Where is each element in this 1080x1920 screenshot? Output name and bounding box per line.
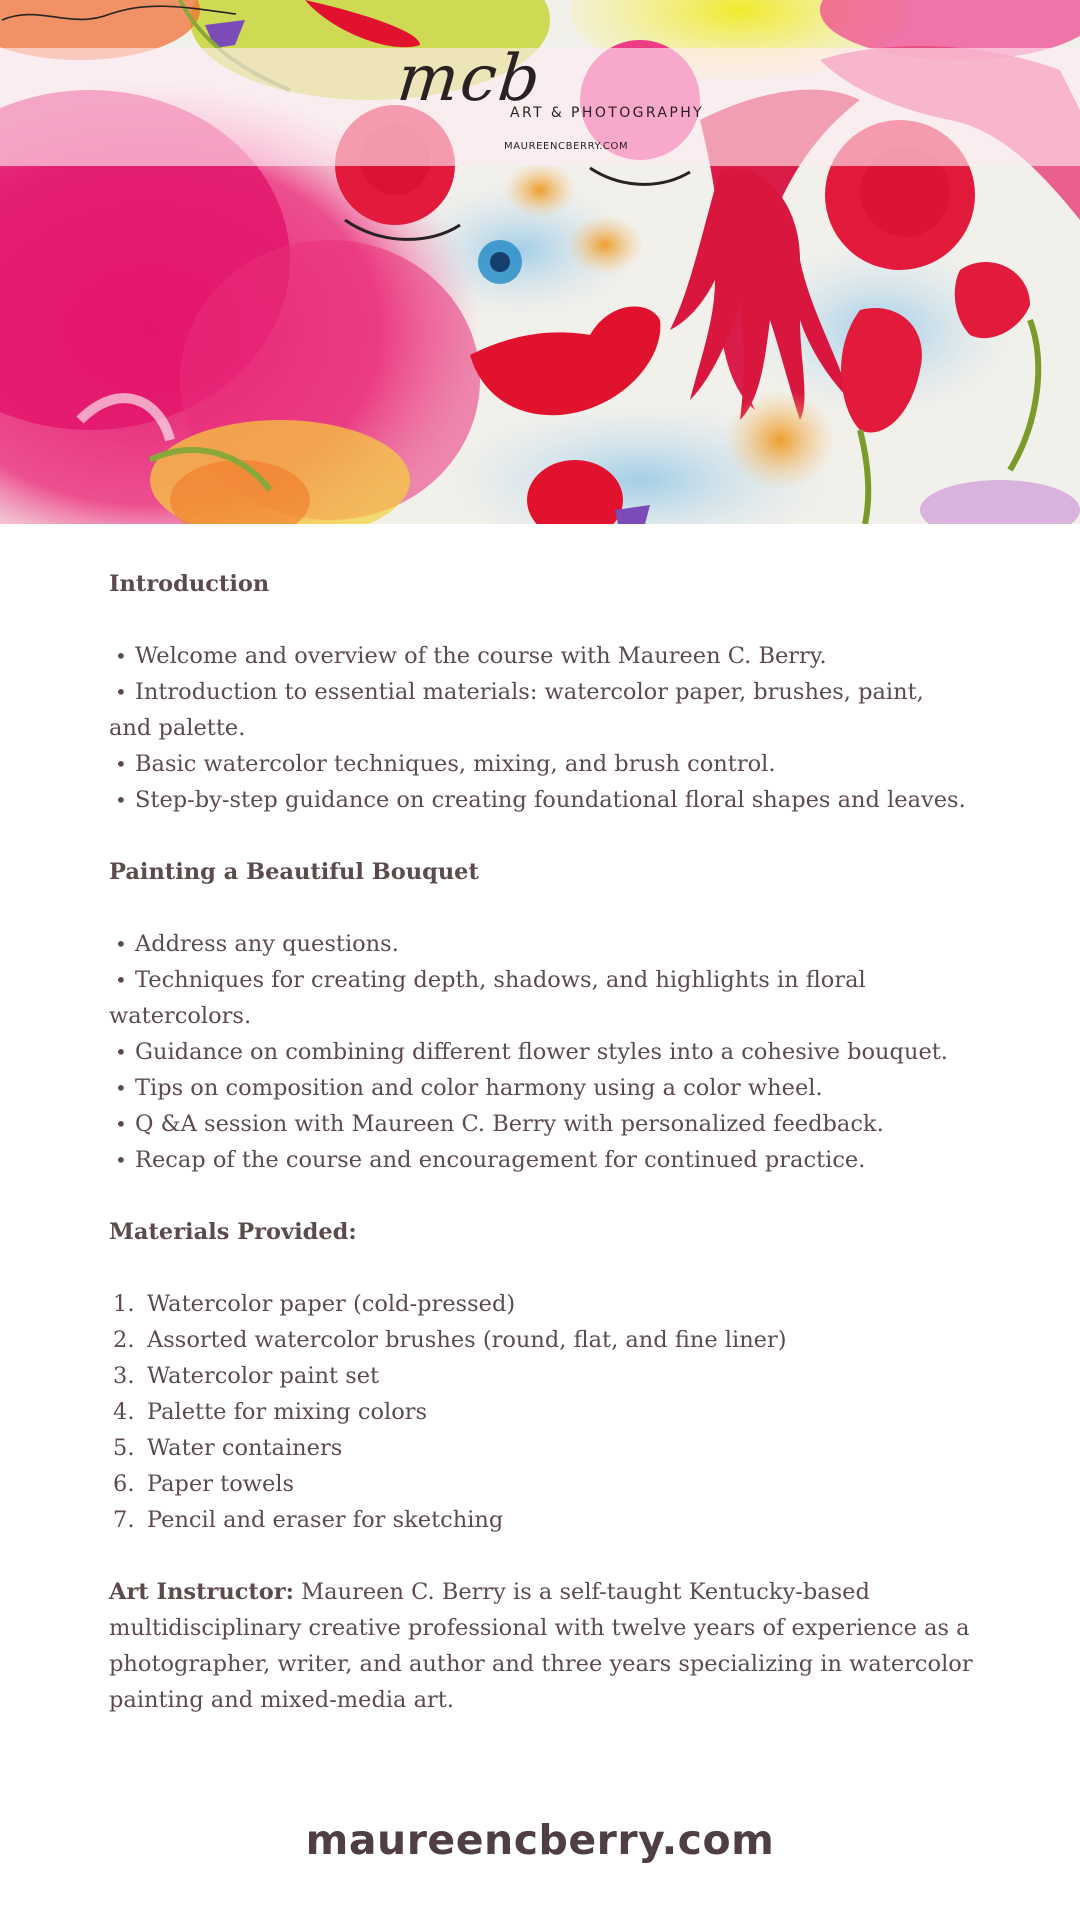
list-item: 5. Water containers <box>113 1435 343 1461</box>
list-item: • Q &A session with Maureen C. Berry with personalized feedback. <box>109 1106 989 1142</box>
logo-mark: mcb <box>394 42 546 116</box>
introduction-heading: Introduction <box>109 571 270 597</box>
introduction-list <box>109 638 989 818</box>
list-item: 7. Pencil and eraser for sketching <box>113 1507 504 1533</box>
footer-website-link[interactable]: maureencberry.com <box>305 1816 775 1864</box>
logo-url: MAUREENCBERRY.COM <box>504 141 629 152</box>
logo-swash-flourish <box>0 0 240 30</box>
header-artwork <box>0 0 1080 524</box>
instructor-label: Art Instructor: <box>109 1579 294 1605</box>
list-item: • Tips on composition and color harmony using a color wheel. <box>109 1070 989 1106</box>
bouquet-heading: Painting a Beautiful Bouquet <box>109 859 479 885</box>
list-item: • Techniques for creating depth, shadows, and highlights in floral watercolors. <box>109 962 889 1034</box>
materials-list <box>109 1286 989 1538</box>
bouquet-list <box>109 926 989 1178</box>
list-item: • Step-by-step guidance on creating foundational floral shapes and leaves. <box>109 782 989 818</box>
list-item: 6. Paper towels <box>113 1471 295 1497</box>
list-item: • Welcome and overview of the course with Maureen C. Berry. <box>109 638 989 674</box>
list-item: 4. Palette for mixing colors <box>113 1399 428 1425</box>
instructor-text: Maureen C. Berry is a self-taught Kentucky-based multidisciplinary creative professional with twelve years of experience as a photographer, writer, and author and three years specializing in watercolor painting and mixed-media art. <box>109 1579 973 1713</box>
list-item: • Recap of the course and encouragement for continued practice. <box>109 1142 989 1178</box>
list-item: 1. Watercolor paper (cold-pressed) <box>113 1291 516 1317</box>
list-item: • Basic watercolor techniques, mixing, and brush control. <box>109 746 989 782</box>
list-item: 2. Assorted watercolor brushes (round, flat, and fine liner) <box>113 1327 787 1353</box>
materials-heading: Materials Provided: <box>109 1219 357 1245</box>
instructor-bio <box>109 1574 979 1718</box>
list-item: • Introduction to essential materials: watercolor paper, brushes, paint, and palette. <box>109 674 969 746</box>
logo-tagline: ART & PHOTOGRAPHY <box>510 105 705 121</box>
list-item: 3. Watercolor paint set <box>113 1363 380 1389</box>
course-outline <box>109 566 989 1718</box>
list-item: • Address any questions. <box>109 926 989 962</box>
list-item: • Guidance on combining different flower styles into a cohesive bouquet. <box>109 1034 989 1070</box>
